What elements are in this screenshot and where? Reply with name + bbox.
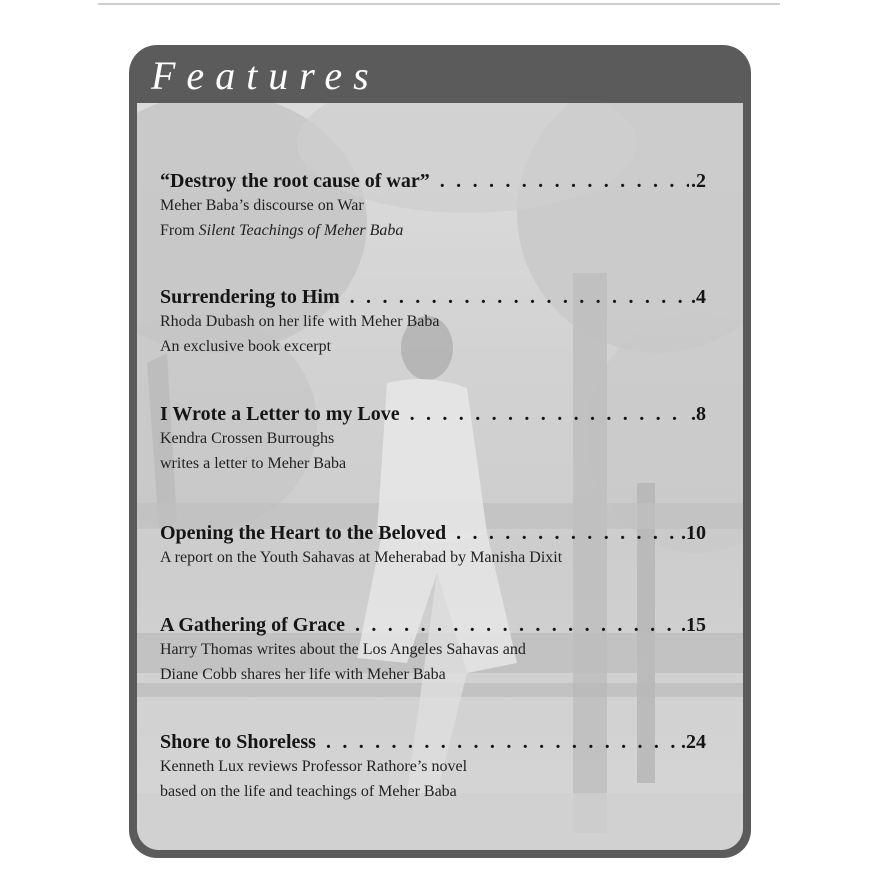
list-item[interactable] [160,285,706,359]
entry-title[interactable]: Opening the Heart to the Beloved [160,522,447,544]
source-prefix: From [160,222,199,239]
entry-title[interactable]: Shore to Shoreless [160,731,316,753]
entry-description: An exclusive book excerpt [160,338,332,355]
entry-title[interactable]: A Gathering of Grace [160,614,345,636]
contents-list [137,103,743,850]
page-number: .10 [681,522,706,544]
entry-title[interactable]: Surrendering to Him [160,286,340,308]
list-item[interactable] [160,613,706,687]
list-item[interactable] [160,402,706,476]
features-panel [129,45,751,858]
source-book-title: Silent Teachings of Meher Baba [198,222,404,239]
dot-leader [410,402,689,426]
dot-leader [440,169,689,193]
page-number: .4 [691,286,706,308]
entry-description: Rhoda Dubash on her life with Meher Baba [160,313,440,330]
entry-title[interactable]: I Wrote a Letter to my Love [160,403,400,425]
entry-title[interactable]: “Destroy the root cause of war” [160,170,430,192]
dot-leader [326,730,679,754]
entry-source [160,218,706,243]
dot-leader [456,521,679,545]
dot-leader [350,285,689,309]
page-number: .2 [691,170,706,192]
page-number: .24 [681,731,706,753]
entry-description: based on the life and teachings of Meher Baba [160,783,457,800]
entry-description: Meher Baba’s discourse on War [160,197,364,214]
entry-description: Kenneth Lux reviews Professor Rathore’s novel [160,758,468,775]
list-item[interactable] [160,521,706,570]
list-item[interactable] [160,169,706,243]
top-rule [98,3,780,5]
entry-description: Kendra Crossen Burroughs [160,430,335,447]
entry-description: writes a letter to Meher Baba [160,455,347,472]
background-photo [137,103,743,850]
dot-leader [355,613,679,637]
page-number: .15 [681,614,706,636]
list-item[interactable] [160,730,706,804]
page-number: .8 [691,403,706,425]
entry-description: Diane Cobb shares her life with Meher Baba [160,666,446,683]
section-title: Features [151,53,380,98]
entry-description: Harry Thomas writes about the Los Angeles Sahavas and [160,641,526,658]
entry-description: A report on the Youth Sahavas at Meherabad by Manisha Dixit [160,549,563,566]
